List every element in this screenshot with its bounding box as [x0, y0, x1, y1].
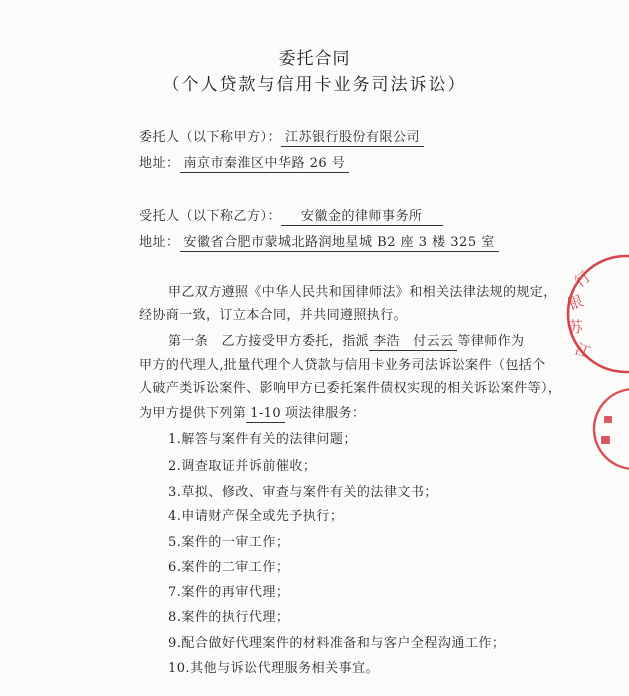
seal-stamp-lower	[588, 384, 629, 474]
party-b-line	[139, 205, 443, 224]
party-b-address-line	[139, 231, 499, 250]
article-1-lead: 第一条 乙方接受甲方委托，指派	[168, 334, 370, 349]
document-subtitle: （个人贷款与信用卡业务司法诉讼）	[162, 75, 467, 95]
assigned-lawyers: 李浩 付云云	[369, 334, 457, 351]
party-b-label: 受托人（以下称乙方）：	[139, 209, 282, 224]
party-b-address-label: 地址：	[139, 235, 180, 250]
party-a-address-line	[139, 152, 349, 171]
service-item-8: 8.案件的执行代理；	[168, 610, 290, 625]
service-item-3: 3.草拟、修改、审查与案件有关的法律文书；	[168, 485, 438, 500]
svg-text:苏: 苏	[568, 318, 584, 336]
article-1-line-1	[168, 330, 524, 349]
article-1-line-4-pre: 为甲方提供下列第	[139, 406, 247, 421]
service-item-9: 9.配合做好代理案件的材料准备和与客户全程沟通工作；	[168, 636, 506, 651]
preamble-line-2: 经协商一致，订立本合同，并共同遵照执行。	[139, 308, 408, 323]
service-item-2: 2.调查取证并诉前催收；	[168, 459, 317, 474]
service-item-10: 10.其他与诉讼代理服务相关事宜。	[168, 661, 380, 676]
seal-stamp-upper	[560, 248, 629, 378]
party-b-address: 安徽省合肥市蒙城北路润地星城 B2 座 3 楼 325 室	[180, 235, 499, 252]
service-range: 1-10	[246, 406, 285, 423]
article-1-line-3: 人破产类诉讼案件、影响甲方已委托案件债权实现的相关诉讼案件等），	[139, 381, 562, 396]
party-a-address: 南京市秦淮区中华路 26 号	[180, 156, 350, 173]
service-item-1: 1.解答与案件有关的法律问题；	[168, 432, 357, 447]
svg-text:江: 江	[572, 339, 593, 362]
article-1-line-4-post: 项法律服务：	[285, 406, 366, 421]
service-item-4: 4.申请财产保全或先予执行；	[168, 509, 344, 524]
service-item-7: 7.案件的再审代理；	[168, 585, 290, 600]
party-a-name: 江苏银行股份有限公司	[281, 130, 424, 147]
preamble-line-1: 甲乙双方遵照《中华人民共和国律师法》和相关法律法规的规定，	[168, 285, 557, 300]
party-b-name: 安徽金的律师事务所	[281, 209, 443, 226]
service-item-6: 6.案件的二审工作；	[168, 560, 290, 575]
party-a-label: 委托人（以下称甲方）：	[139, 130, 282, 145]
service-item-5: 5.案件的一审工作；	[168, 535, 290, 550]
svg-text:行: 行	[571, 267, 595, 292]
party-a-line	[139, 126, 424, 145]
document-title: 委托合同	[278, 49, 351, 69]
article-1-line-4	[139, 402, 365, 421]
party-a-address-label: 地址：	[139, 156, 180, 171]
svg-text:银: 银	[565, 291, 586, 314]
article-1-after-lawyers: 等律师作为	[457, 334, 525, 349]
article-1-line-2: 甲方的代理人,批量代理个人贷款与信用卡业务司法诉讼案件（包括个	[139, 358, 546, 373]
